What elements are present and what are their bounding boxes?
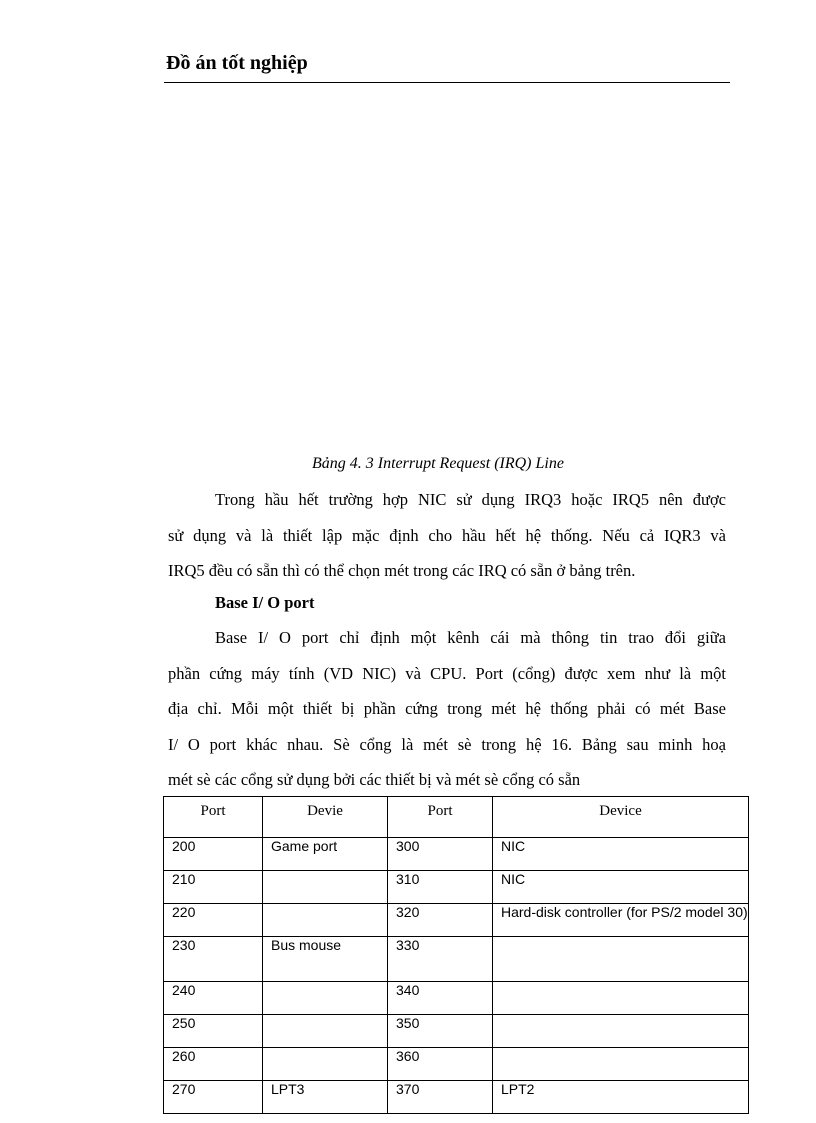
table-cell (493, 1048, 749, 1081)
paragraph-base-io (168, 620, 726, 798)
table-cell: 370 (388, 1081, 493, 1114)
table-cell (263, 982, 388, 1015)
table-cell: 230 (164, 937, 263, 982)
table-cell: 310 (388, 871, 493, 904)
section-heading: Base I/ O port (215, 593, 315, 612)
table-cell (493, 937, 749, 982)
table-cell (263, 1015, 388, 1048)
table-cell: 200 (164, 838, 263, 871)
table-cell: NIC (493, 871, 749, 904)
table-row (164, 982, 749, 1015)
paragraph-line: phần cứng máy tính (VD NIC) và CPU. Port (cổng) được xem như là một (168, 663, 726, 683)
paragraph-line: Trong hầu hết trường hợp NIC sử dụng IRQ3 hoặc IRQ5 nên được (215, 490, 726, 509)
paragraph-line: mét sè các cổng sử dụng bởi các thiết bị và mét sè cổng có sẵn (168, 770, 581, 789)
table-cell: 350 (388, 1015, 493, 1048)
paragraph-irq (168, 482, 726, 589)
table-row (164, 1081, 749, 1114)
table-row (164, 1015, 749, 1048)
table-cell (263, 1048, 388, 1081)
column-header: Port (164, 797, 263, 838)
table-cell: Hard-disk controller (for PS/2 model 30) (493, 904, 749, 937)
port-table (163, 796, 749, 1114)
table-cell: 240 (164, 982, 263, 1015)
column-header: Device (493, 797, 749, 838)
table-cell: LPT2 (493, 1081, 749, 1114)
table-cell: 360 (388, 1048, 493, 1081)
paragraph-line: IRQ5 đều có sẵn thì có thể chọn mét trong các IRQ có sẵn ở bảng trên. (168, 561, 636, 580)
table-cell: 300 (388, 838, 493, 871)
table-body (164, 838, 749, 1114)
table-cell: NIC (493, 838, 749, 871)
table-cell: 210 (164, 871, 263, 904)
table-cell (263, 904, 388, 937)
column-header: Devie (263, 797, 388, 838)
paragraph-line: Base I/ O port chỉ định một kênh cái mà thông tin trao đổi giữa (215, 628, 726, 647)
table-header-row (164, 797, 749, 838)
table-row (164, 1048, 749, 1081)
table-cell: 320 (388, 904, 493, 937)
page-header-title: Đồ án tốt nghiệp (166, 52, 308, 74)
table-row (164, 871, 749, 904)
table-cell (493, 1015, 749, 1048)
paragraph-line: I/ O port khác nhau. Sè cổng là mét sè trong hệ 16. Bảng sau minh hoạ (168, 734, 726, 754)
table-cell: LPT3 (263, 1081, 388, 1114)
paragraph-line: sử dụng và là thiết lập mặc định cho hầu hết hệ thống. Nếu cả IQR3 và (168, 525, 726, 545)
table-cell (263, 871, 388, 904)
table-row (164, 838, 749, 871)
table-row (164, 904, 749, 937)
paragraph-line: địa chỉ. Mỗi một thiết bị phần cứng trong mét hệ thống phải có mét Base (168, 699, 726, 718)
table-cell: 270 (164, 1081, 263, 1114)
table-cell: 250 (164, 1015, 263, 1048)
table-cell: 220 (164, 904, 263, 937)
header-divider (164, 82, 730, 83)
table-cell: 340 (388, 982, 493, 1015)
table-cell (493, 982, 749, 1015)
column-header: Port (388, 797, 493, 838)
table-caption: Bảng 4. 3 Interrupt Request (IRQ) Line (312, 455, 564, 472)
table-row (164, 937, 749, 982)
table-cell: Game port (263, 838, 388, 871)
table-cell: 330 (388, 937, 493, 982)
table-cell: 260 (164, 1048, 263, 1081)
table-cell: Bus mouse (263, 937, 388, 982)
